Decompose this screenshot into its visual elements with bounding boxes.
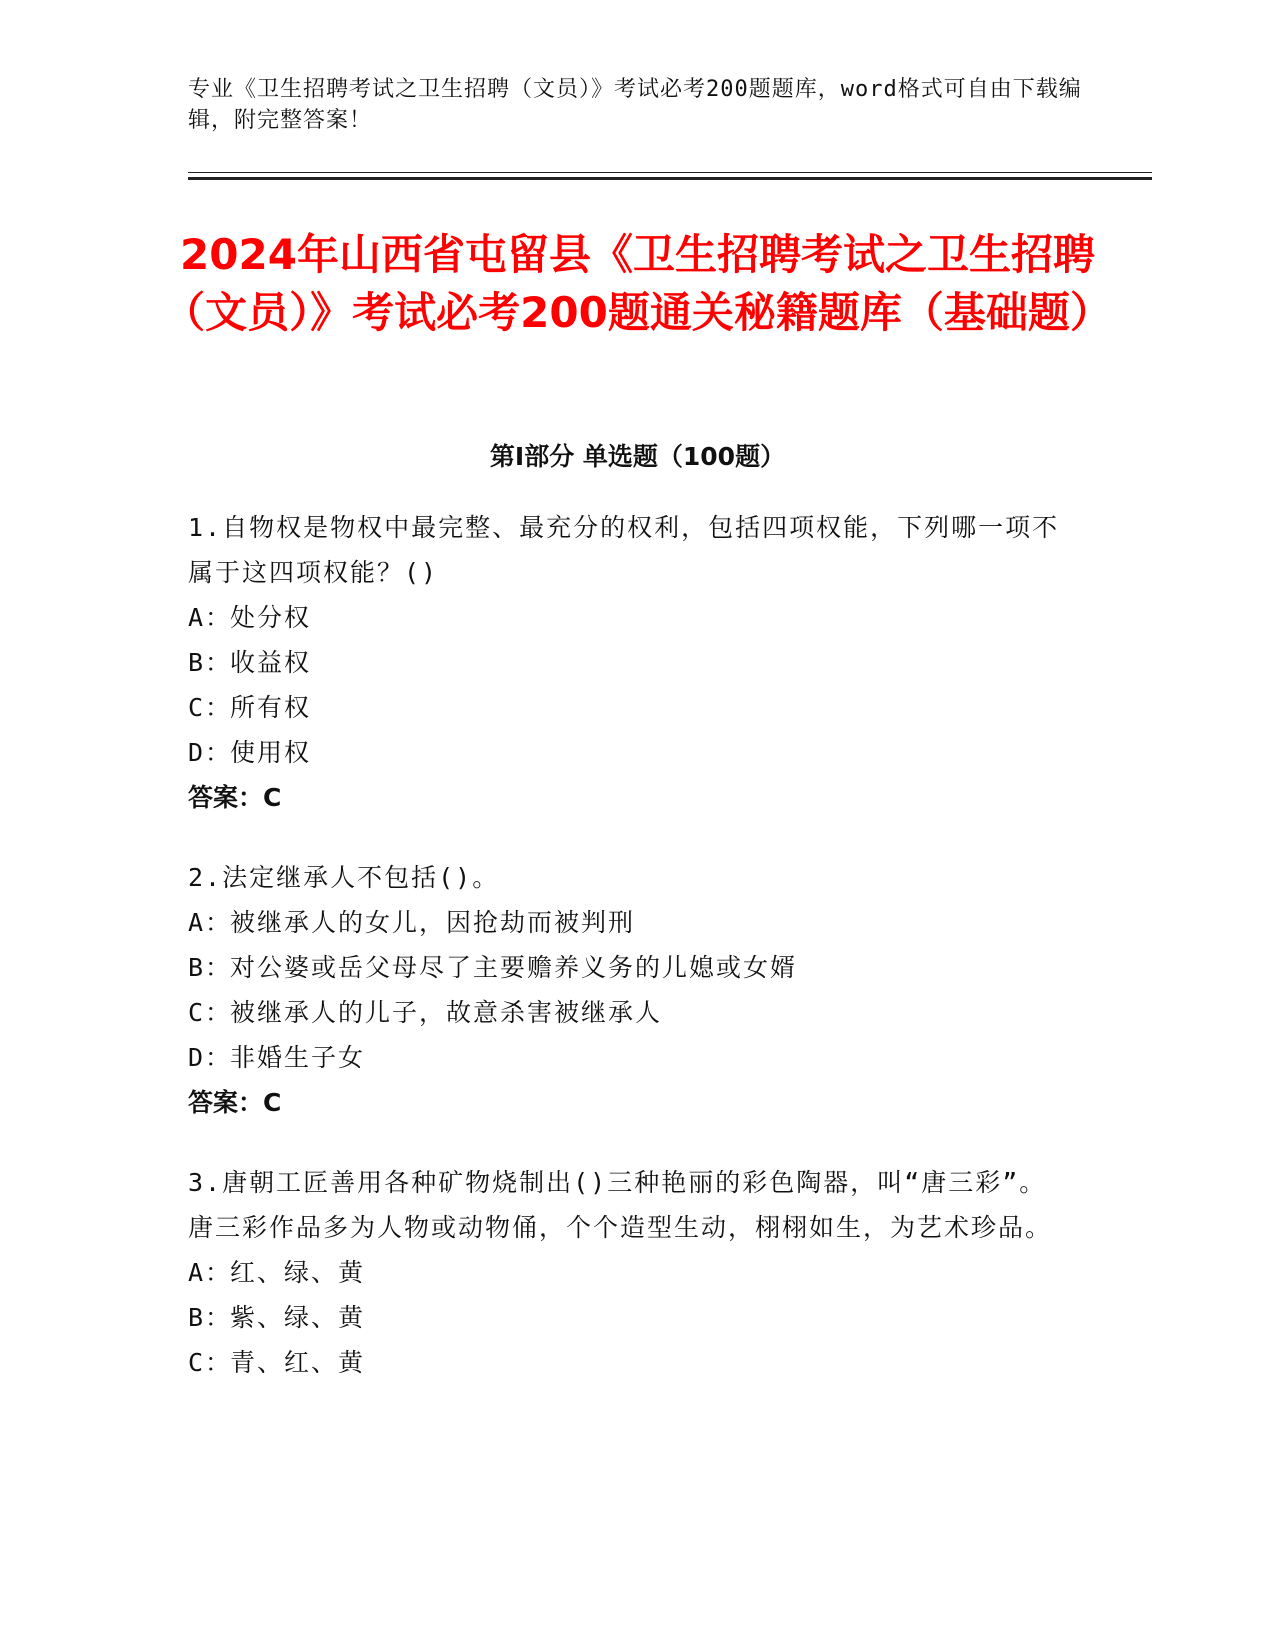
option-d [188,730,1068,775]
option-text: 被继承人的女儿，因抢劫而被判刑 [230,908,636,937]
option-text: 对公婆或岳父母尽了主要赡养义务的儿媳或女婿 [230,953,798,982]
header-note: 专业《卫生招聘考试之卫生招聘（文员）》考试必考200题题库，word格式可自由下载编辑，附完整答案！ [188,77,1082,133]
option-key: D： [188,738,233,767]
option-text: 青、红、黄 [230,1348,366,1377]
question-1 [188,505,1068,820]
option-text: 处分权 [230,603,312,632]
question-stem: 3.唐朝工匠善用各种矿物烧制出()三种艳丽的彩色陶器，叫“唐三彩”。唐三彩作品多为人物或动物俑，个个造型生动，栩栩如生，为艺术珍品。 [188,1168,1053,1242]
option-text: 收益权 [230,648,312,677]
header-rule-thin [188,172,1152,173]
option-key: B： [188,1303,233,1332]
option-text: 红、绿、黄 [230,1258,366,1287]
option-key: A： [188,908,233,937]
option-a [188,900,1068,945]
option-c [188,1340,1068,1385]
option-text: 非婚生子女 [230,1043,366,1072]
option-key: A： [188,603,233,632]
option-c [188,685,1068,730]
document-title: 2024年山西省屯留县《卫生招聘考试之卫生招聘（文员）》考试必考200题通关秘籍题库（基础题） [163,230,1112,337]
option-key: B： [188,953,233,982]
answer: 答案：C [188,1088,282,1117]
option-c [188,990,1068,1035]
option-a [188,1250,1068,1295]
option-text: 使用权 [230,738,312,767]
question-stem: 2.法定继承人不包括()。 [188,863,500,892]
option-b [188,640,1068,685]
option-key: A： [188,1258,233,1287]
question-3 [188,1160,1068,1385]
option-key: C： [188,998,233,1027]
header-rule-thick [188,177,1152,180]
question-stem: 1.自物权是物权中最完整、最充分的权利，包括四项权能，下列哪一项不属于这四项权能？() [188,513,1060,587]
section-title: 第Ⅰ部分 单选题（100题） [489,442,786,471]
question-2 [188,855,1068,1125]
option-key: C： [188,1348,233,1377]
option-text: 被继承人的儿子，故意杀害被继承人 [230,998,663,1027]
option-a [188,595,1068,640]
option-b [188,945,1068,990]
option-b [188,1295,1068,1340]
option-key: D： [188,1043,233,1072]
option-text: 所有权 [230,693,312,722]
option-key: B： [188,648,233,677]
option-text: 紫、绿、黄 [230,1303,366,1332]
option-key: C： [188,693,233,722]
option-d [188,1035,1068,1080]
answer: 答案：C [188,783,282,812]
